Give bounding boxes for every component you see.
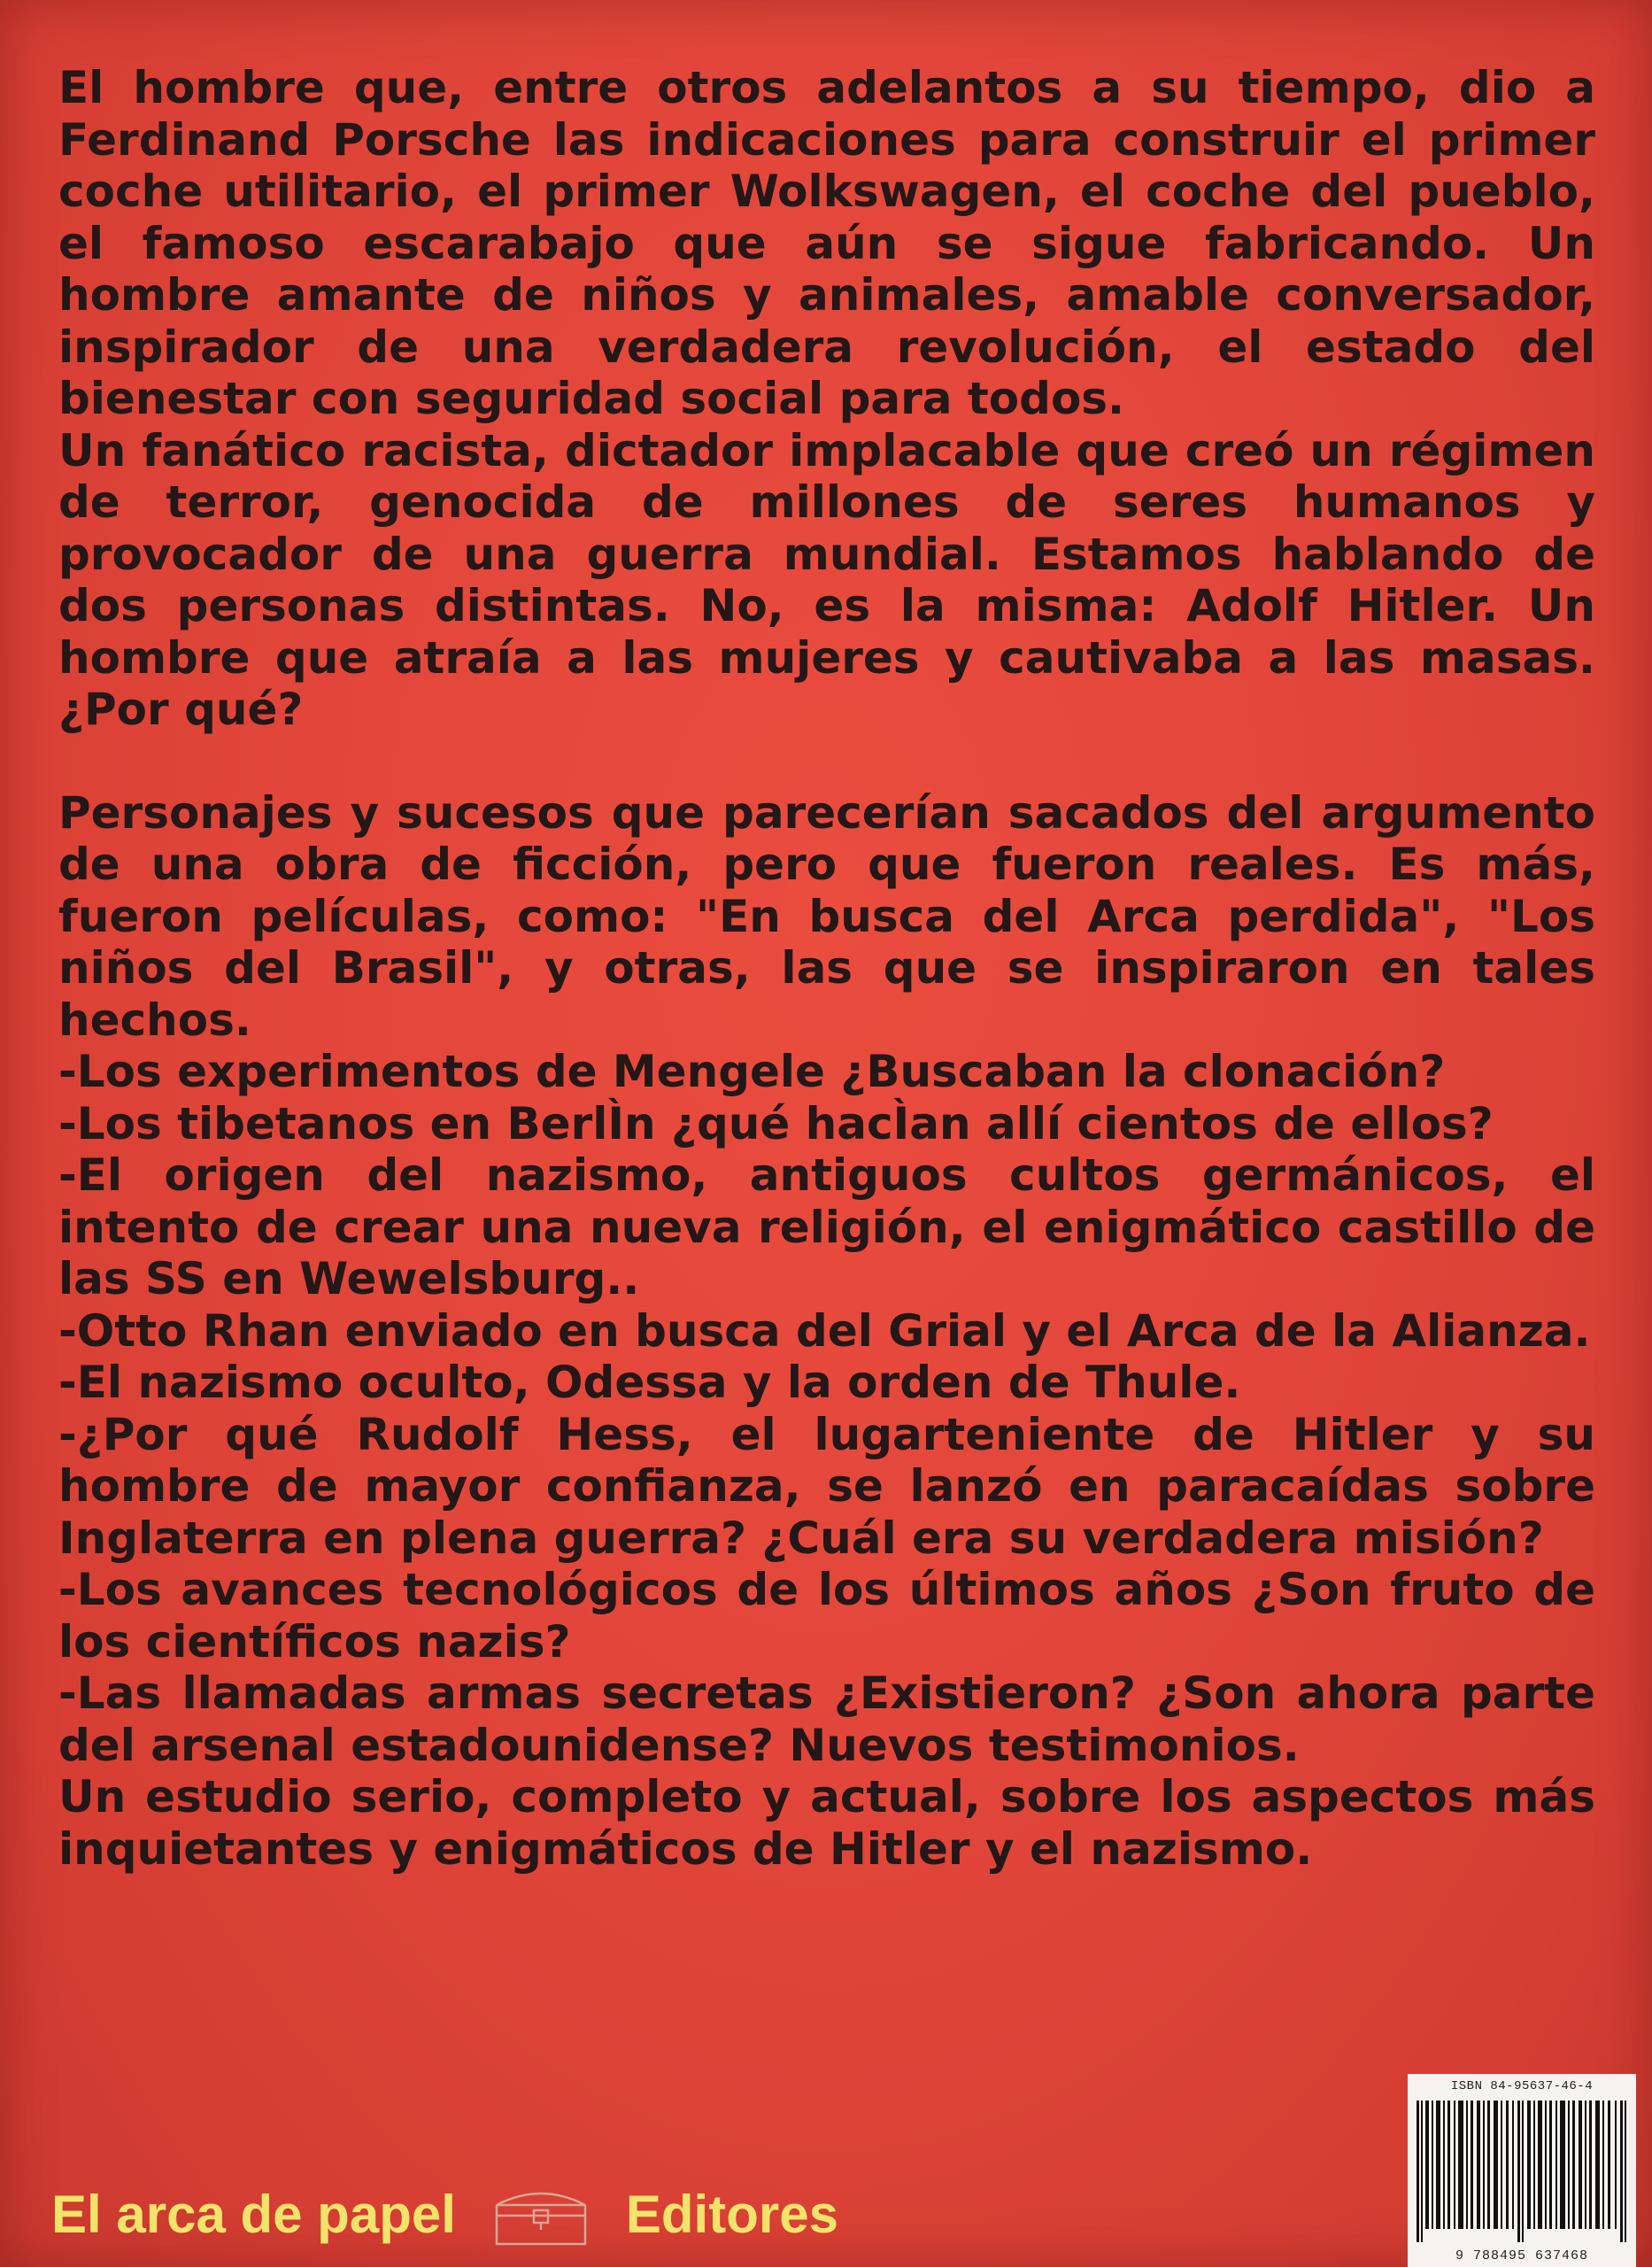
isbn-label: ISBN 84-95637-46-4 <box>1450 2079 1594 2093</box>
blurb-paragraph-3: Personajes y sucesos que parecerían sacados del argumento de una obra de ficción, pero que fueron reales. Es más, fueron películas, como: "En busca del Arca perdida", "Los niños del Brasil", y otras, las que se inspiraron en tales hechos. <box>58 786 1595 1046</box>
blurb-closing: Un estudio serio, completo y actual, sobre los aspectos más inquietantes y enigmáticos de Hitler y el nazismo. <box>58 1771 1595 1875</box>
blurb-paragraph-2: Un fanático racista, dictador implacable que creó un régimen de terror, genocida de millones de seres humanos y provocador de una guerra mundial. Estamos hablando de dos personas distintas. No, es la misma: Adolf Hitler. Un hombre que atraía a las mujeres y cautivaba a las masas. ¿Por qué? <box>58 424 1595 735</box>
paragraph-gap <box>58 736 1595 787</box>
isbn-barcode <box>1408 2074 1636 2267</box>
back-cover-blurb <box>58 62 1595 1875</box>
blurb-paragraph-1: El hombre que, entre otros adelantos a su tiempo, dio a Ferdinand Porsche las indicaciones para construir el primer coche utilitario, el primer Wolkswagen, el coche del pueblo, el famoso escarabajo que aún se sigue fabricando. Un hombre amante de niños y animales, amable conversador, inspirador de una verdadera revolución, el estado del bienestar con seguridad social para todos. <box>58 62 1595 424</box>
blurb-item: -¿Por qué Rudolf Hess, el lugarteniente de Hitler y su hombre de mayor confianza, se lanzó en paracaídas sobre Inglaterra en plena guerra? ¿Cuál era su verdadera misión? <box>58 1408 1595 1564</box>
barcode-icon <box>1415 2101 1629 2242</box>
blurb-item: -Las llamadas armas secretas ¿Existieron? ¿Son ahora parte del arsenal estadounidense? Nuevos testimonios. <box>58 1667 1595 1771</box>
blurb-item: -Los experimentos de Mengele ¿Buscaban la clonación? <box>58 1046 1446 1097</box>
publisher-name-left: El arca de papel <box>51 2184 456 2244</box>
publisher-name-right: Editores <box>625 2184 838 2244</box>
chest-icon <box>479 2178 603 2249</box>
blurb-item: -Otto Rhan enviado en busca del Grial y el Arca de la Alianza. <box>58 1304 1591 1357</box>
blurb-item: -Los avances tecnológicos de los últimos años ¿Son fruto de los científicos nazis? <box>58 1564 1595 1667</box>
ean-digits: 9 788495 637468 <box>1455 2248 1589 2263</box>
blurb-item: -El origen del nazismo, antiguos cultos germánicos, el intento de crear una nueva religión, el enigmático castillo de las SS en Wewelsburg.. <box>58 1149 1595 1304</box>
publisher-imprint <box>51 2178 972 2249</box>
blurb-item: -Los tibetanos en BerlÌn ¿qué hacÌan allí cientos de ellos? <box>58 1097 1494 1149</box>
blurb-item: -El nazismo oculto, Odessa y la orden de Thule. <box>58 1357 1241 1408</box>
